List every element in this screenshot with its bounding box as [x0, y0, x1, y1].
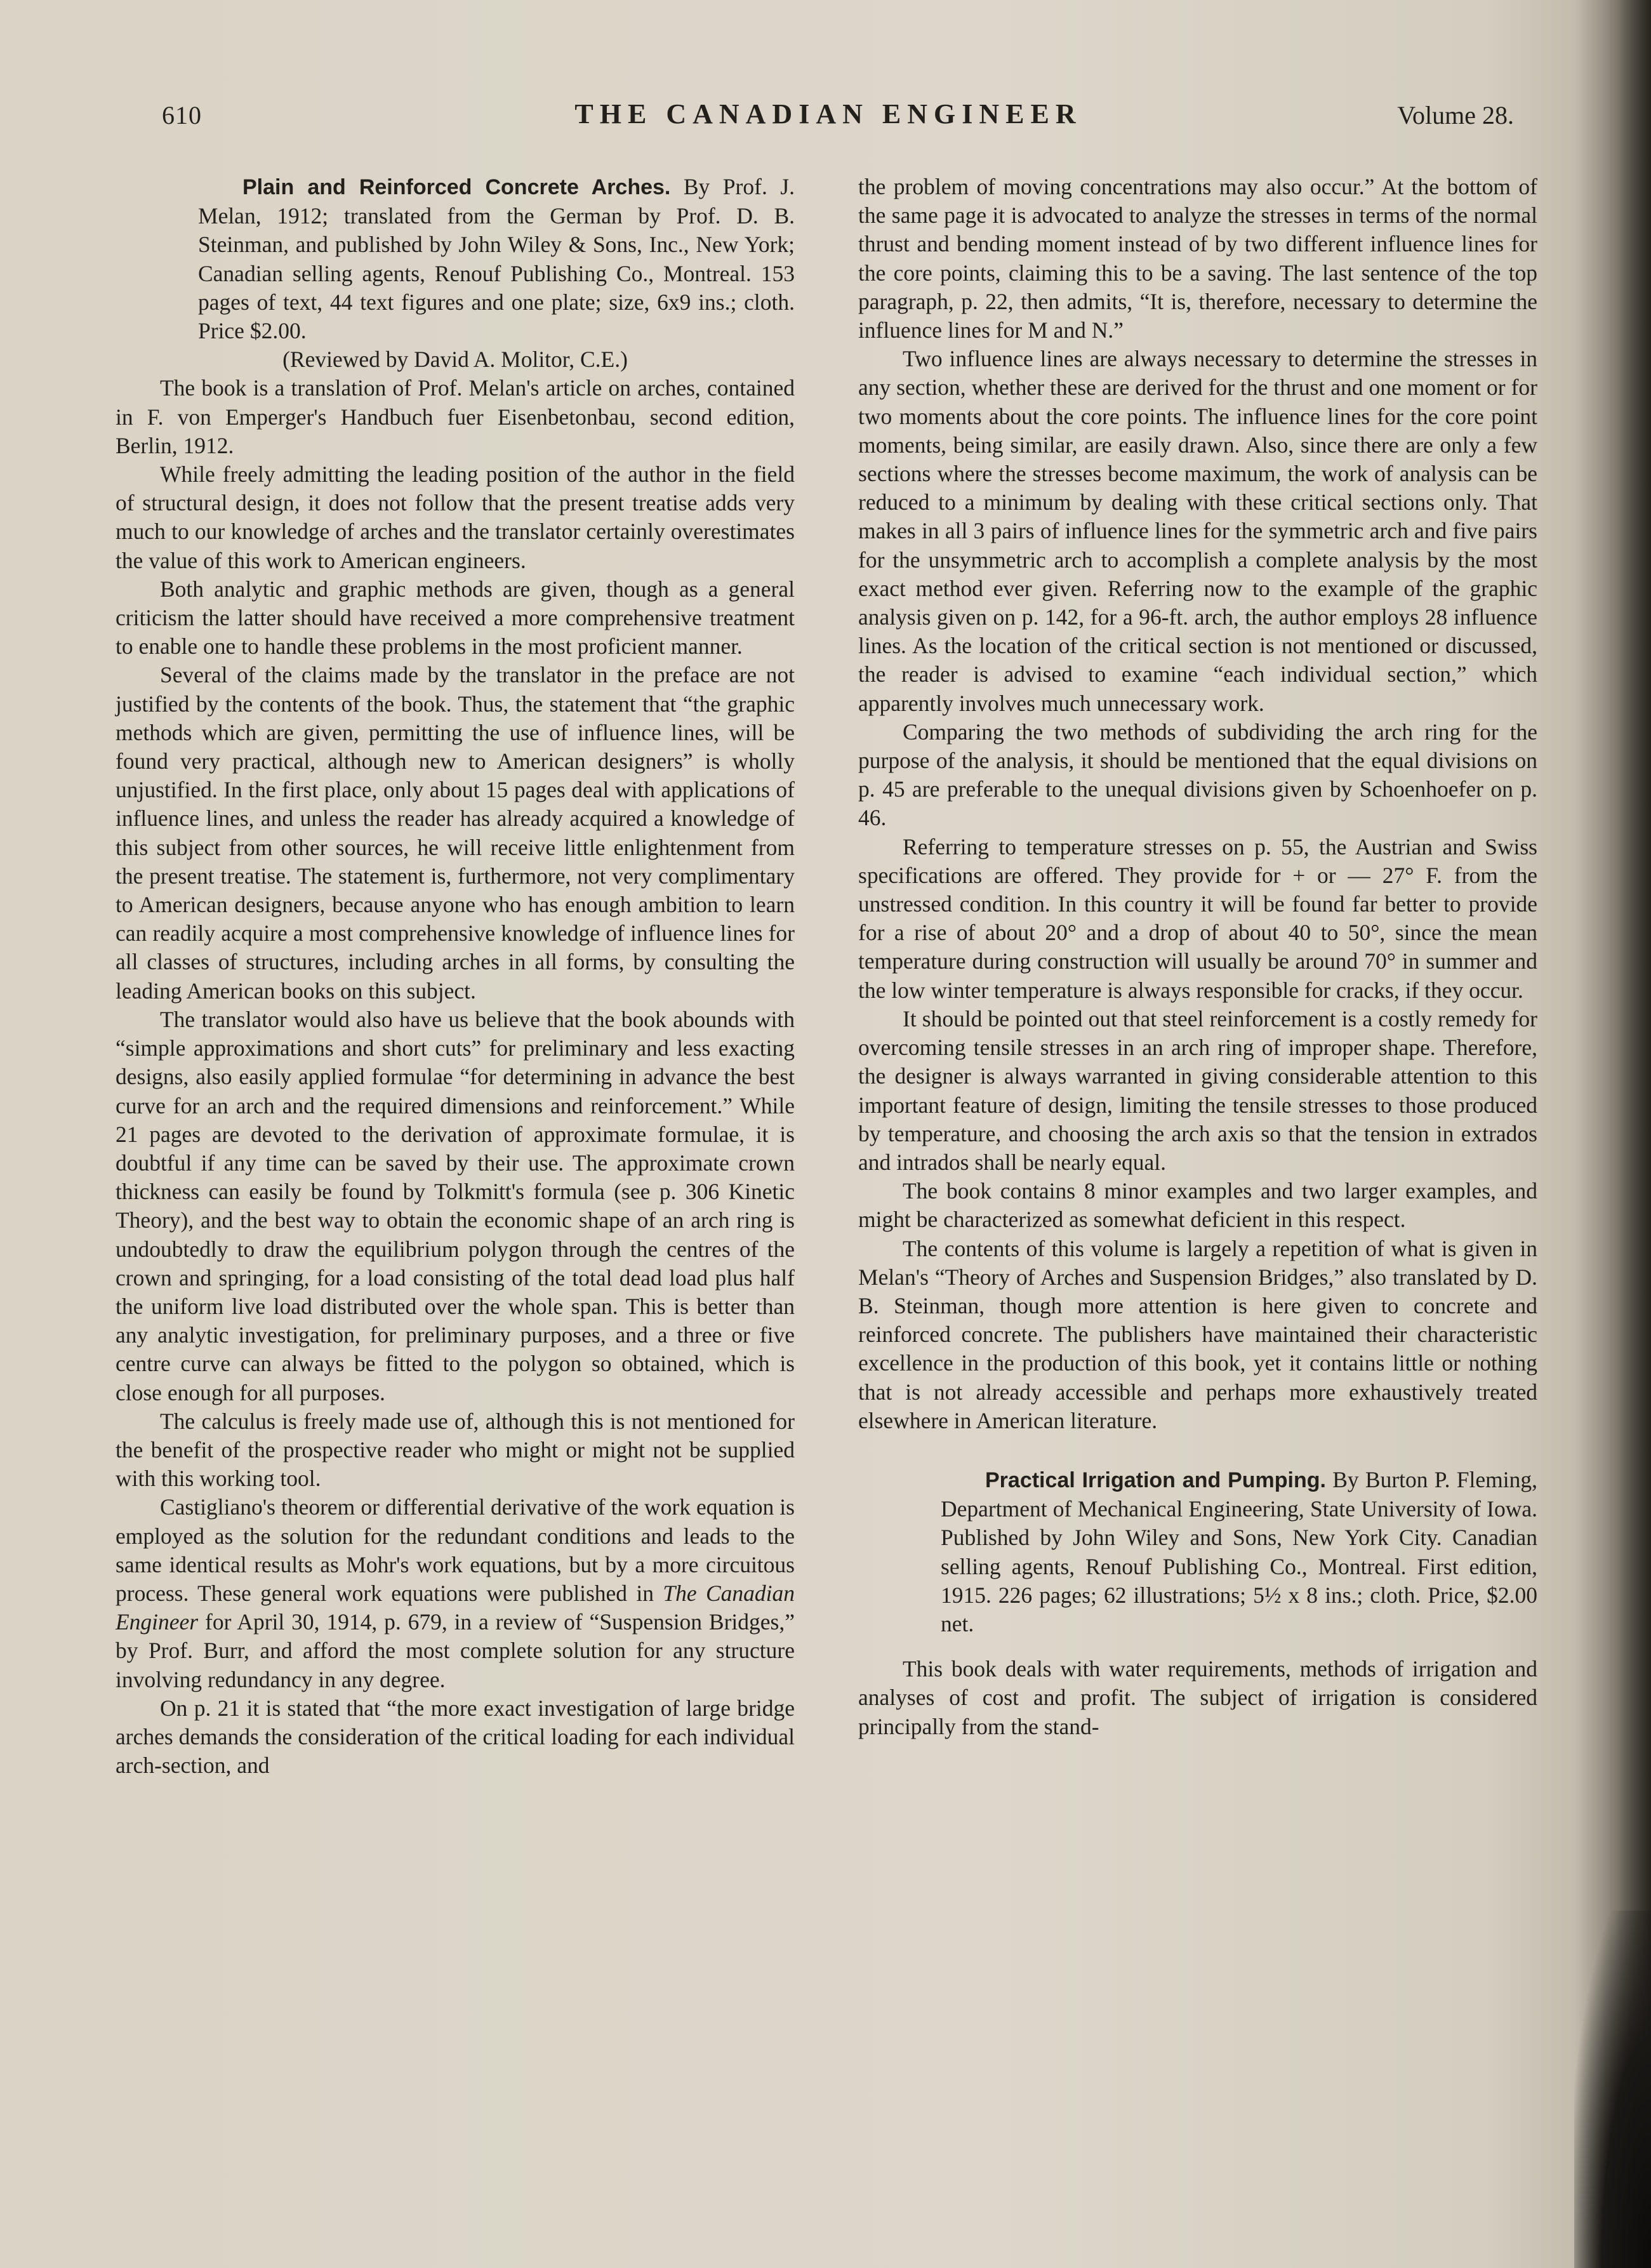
text-run: Castigliano's theorem or differential derivative of the work equation is employed as the solution for the redundant conditions and leads to the same identical results as Mohr's work equations, but by a more circuitous process. These general work equations were published in	[116, 1494, 795, 1606]
journal-reference: The Canadian Engineer	[116, 1580, 795, 1635]
corner-shadow	[1574, 1911, 1651, 2268]
paragraph: The contents of this volume is largely a repetition of what is given in Melan's “Theory of Arches and Suspension Bridges,” also translated by D. B. Steinman, though more attention is here given to concrete and reinforced concrete. The publishers have maintained their characteristic excellence in the production of this book, yet it contains little or nothing that is not already accessible and perhaps more exhaustively treated elsewhere in American literature.	[858, 1235, 1537, 1433]
section-gap	[858, 1435, 1537, 1466]
paragraph: This book deals with water requirements, methods of irrigation and analyses of cost and profit. The subject of irrigation is considered principally from the stand-	[858, 1656, 1537, 1739]
volume-label: Volume 28.	[1397, 101, 1514, 129]
paragraph: The calculus is freely made use of, although this is not mentioned for the benefit of the prospective reader who might or might not be supplied with this working tool.	[116, 1408, 795, 1492]
paragraph: The translator would also have us believe that the book abounds with “simple approximations and short cuts” for preliminary and less exacting designs, also easily applied formulae “for determining in advance the best curve for an arch and the required dimensions and reinforcement.” While 21 pages are devoted to the derivation of approximate formulae, it is doubtful if any time can be saved by their use. The approximate crown thickness can easily be found by Tolkmitt's formula (see p. 306 Kinetic Theory), and the best way to obtain the economic shape of an arch ring is undoubtedly to draw the equilibrium polygon through the centres of the crown and springing, for a load consisting of the total dead load plus half the uniform live load distributed over the whole span. This is better than any analytic investigation, for preliminary purposes, and a three or five centre curve can always be fitted to the polygon so obtained, which is close enough for all purposes.	[116, 1006, 795, 1405]
paragraph: Several of the claims made by the translator in the preface are not justified by the contents of the book. Thus, the statement that “the graphic methods which are given, permitting the use of influence lines, will be found very practical, although new to American designers” is wholly unjustified. In the first place, only about 15 pages deal with applications of influence lines, and unless the reader has already acquired a knowledge of this subject from other sources, he will receive little enlightenment from the present treatise. The statement is, furthermore, not very complimentary to American designers, because anyone who has enough ambition to learn can readily acquire a most comprehensive knowledge of influence lines for all classes of structures, including arches in all forms, by consulting the leading American books on this subject.	[116, 662, 795, 1004]
right-column	[858, 173, 1537, 1741]
reviewer-line: (Reviewed by David A. Molitor, C.E.)	[282, 347, 628, 373]
paragraph: On p. 21 it is stated that “the more exact investigation of large bridge arches demands the consideration of the critical loading for each individual arch-section, and	[116, 1695, 795, 1779]
running-header	[162, 95, 1514, 140]
paragraph	[116, 1493, 795, 1694]
paragraph: Comparing the two methods of subdividing the arch ring for the purpose of the analysis, it should be mentioned that the equal divisions on p. 45 are preferable to the unequal divisions given by Schoenhoefer on p. 46.	[858, 719, 1537, 831]
paragraph: While freely admitting the leading position of the author in the field of structural design, it does not follow that the present treatise adds very much to our knowledge of arches and the translator certainly overestimates the value of this work to American engineers.	[116, 461, 795, 573]
paragraph: the problem of moving concentrations may also occur.” At the bottom of the same page it is advocated to analyze the stresses in terms of the normal thrust and bending moment instead of by two different influence lines for the core points, claiming this to be a saving. The last sentence of the top paragraph, p. 22, then admits, “It is, therefore, necessary to determine the influence lines for M and N.”	[858, 174, 1537, 343]
journal-title: THE CANADIAN ENGINEER	[574, 98, 1082, 129]
page-number: 610	[162, 101, 202, 129]
text-run: for April 30, 1914, p. 679, in a review of “Suspension Bridges,” by Prof. Burr, and afford the most complete solution for any structure involving redundancy in any degree.	[116, 1609, 795, 1692]
book-citation: By Prof. J. Melan, 1912; translated from the German by Prof. D. B. Steinman, and published by John Wiley & Sons, Inc., New York; Canadian selling agents, Renouf Publishing Co., Montreal. 153 pages of text, 44 text figures and one plate; size, 6x9 ins.; cloth. Price $2.00.	[198, 174, 795, 344]
book-citation: By Burton P. Fleming, Department of Mechanical Engineering, State University of Iowa. Published by John Wiley and Sons, New York City. Canadian selling agents, Renouf Publishing Co., Montreal. First edition, 1915. 226 pages; 62 illustrations; 5½ x 8 ins.; cloth. Price, $2.00 net.	[941, 1466, 1537, 1636]
paragraph: The book contains 8 minor examples and two larger examples, and might be characterized as somewhat deficient in this respect.	[858, 1178, 1537, 1233]
book-title: Practical Irrigation and Pumping.	[985, 1468, 1326, 1492]
paragraph: Both analytic and graphic methods are given, though as a general criticism the latter should have received a more comprehensive treatment to enable one to handle these problems in the most proficient manner.	[116, 576, 795, 660]
paragraph: Referring to temperature stresses on p. 55, the Austrian and Swiss specifications are offered. They provide for + or — 27° F. from the unstressed condition. In this country it will be found far better to provide for a rise of about 20° and a drop of about 40 to 50°, since the mean temperature during construction will usually be around 70° in summer and the low winter temperature is always responsible for cracks, if they occur.	[858, 833, 1537, 1003]
review-heading	[116, 173, 795, 345]
paragraph: Two influence lines are always necessary to determine the stresses in any section, whether these are derived for the thrust and one moment or for two moments about the core points. The influence lines for the core point moments, being similar, are easily drawn. Also, since there are only a few sections where the stresses become maximum, the work of analysis can be reduced to a minimum by dealing with these critical sections only. That makes in all 3 pairs of influence lines for the symmetric arch and five pairs for the unsymmetric arch to accomplish a complete analysis by the most exact method ever given. Referring now to the example of the graphic analysis given on p. 142, for a 96-ft. arch, the author employs 28 influence lines. As the location of the critical section is not mentioned or discussed, the reader is advised to examine “each individual section,” which apparently involves much unnecessary work.	[858, 346, 1537, 716]
book-title: Plain and Reinforced Concrete Arches.	[242, 175, 671, 199]
left-column	[116, 173, 795, 1780]
paragraph: The book is a translation of Prof. Melan's article on arches, contained in F. von Emperger's Handbuch fuer Eisenbetonbau, second edition, Berlin, 1912.	[116, 375, 795, 458]
section-gap	[858, 1638, 1537, 1655]
paragraph: It should be pointed out that steel reinforcement is a costly remedy for overcoming tensile stresses in an arch ring of improper shape. Therefore, the designer is always warranted in giving considerable attention to this important feature of design, limiting the tensile stresses to those produced by temperature, and choosing the arch axis so that the tension in extrados and intrados shall be nearly equal.	[858, 1005, 1537, 1175]
review-heading	[858, 1466, 1537, 1638]
